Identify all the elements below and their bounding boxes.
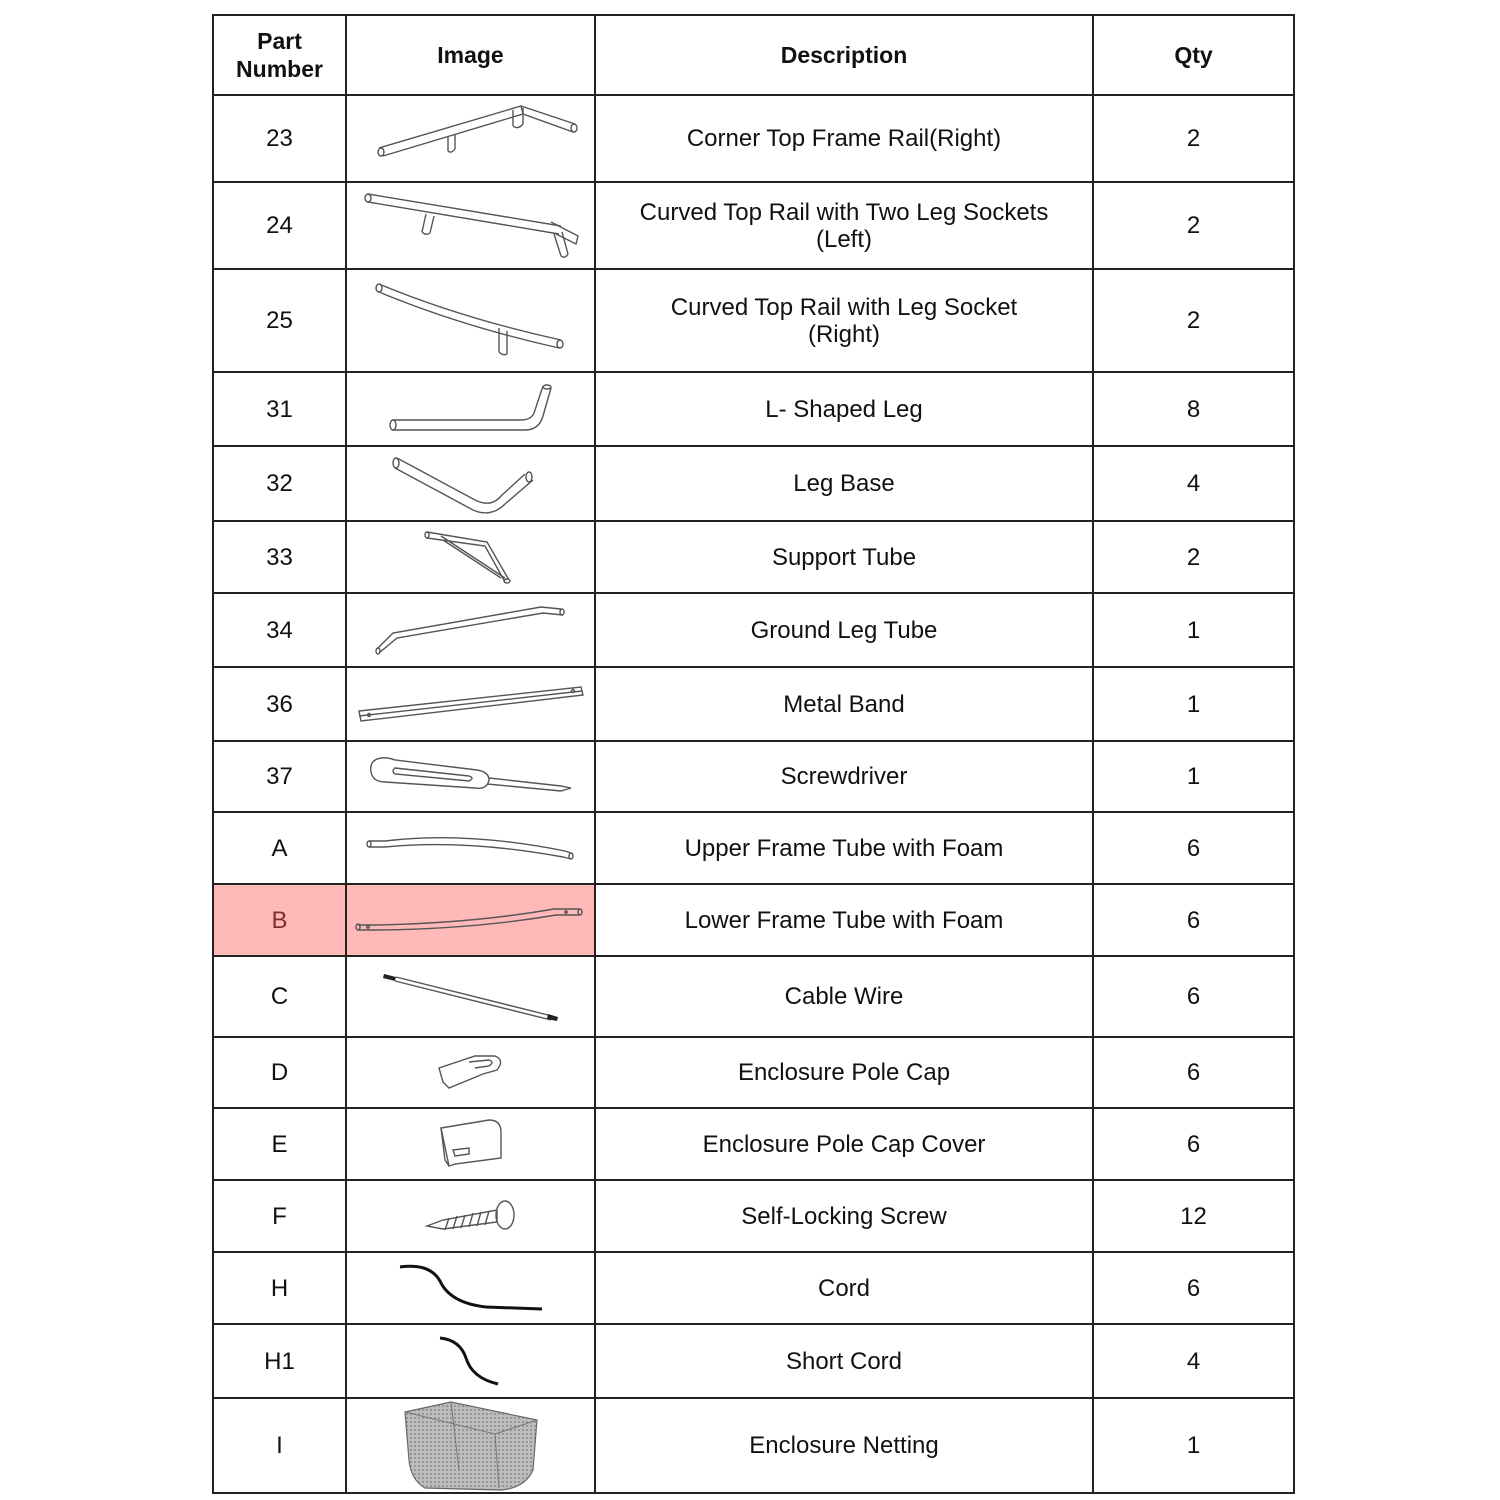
part-number: 37 xyxy=(213,741,346,812)
table-row xyxy=(213,1180,1294,1252)
part-description: L- Shaped Leg xyxy=(595,372,1093,446)
part-image xyxy=(346,1108,595,1180)
enclosure-netting-icon xyxy=(401,1400,541,1492)
table-row xyxy=(213,446,1294,521)
part-image xyxy=(346,1324,595,1398)
part-image xyxy=(346,372,595,446)
part-description: Support Tube xyxy=(595,521,1093,593)
part-description: Upper Frame Tube with Foam xyxy=(595,812,1093,884)
part-number: H xyxy=(213,1252,346,1324)
table-row xyxy=(213,812,1294,884)
header-description: Description xyxy=(595,15,1093,95)
table-row xyxy=(213,95,1294,182)
part-qty: 6 xyxy=(1093,956,1294,1037)
part-number: D xyxy=(213,1037,346,1108)
part-qty: 12 xyxy=(1093,1180,1294,1252)
part-description: Cord xyxy=(595,1252,1093,1324)
table-row xyxy=(213,372,1294,446)
table-row xyxy=(213,884,1294,956)
part-image xyxy=(346,182,595,269)
part-qty: 4 xyxy=(1093,1324,1294,1398)
part-number xyxy=(213,884,346,956)
table-row xyxy=(213,1398,1294,1493)
self-locking-screw-icon xyxy=(423,1198,519,1234)
part-number: F xyxy=(213,1180,346,1252)
part-number: 33 xyxy=(213,521,346,593)
curved-top-rail-two-sockets-icon xyxy=(356,188,586,263)
ground-leg-tube-icon xyxy=(371,603,571,658)
leg-base-icon xyxy=(391,452,551,516)
description-line: (Right) xyxy=(807,320,880,348)
part-description xyxy=(595,269,1093,372)
part-qty: 1 xyxy=(1093,1398,1294,1493)
part-image xyxy=(346,667,595,741)
part-description: Self-Locking Screw xyxy=(595,1180,1093,1252)
header-qty: Qty xyxy=(1093,15,1294,95)
part-image xyxy=(346,593,595,667)
table-row xyxy=(213,1252,1294,1324)
curved-top-rail-one-socket-icon xyxy=(371,278,571,363)
cable-wire-icon xyxy=(380,972,562,1022)
part-number: 36 xyxy=(213,667,346,741)
header-row xyxy=(213,15,1294,95)
part-number: A xyxy=(213,812,346,884)
corner-top-frame-rail-icon xyxy=(361,104,581,174)
cord-icon xyxy=(396,1263,546,1313)
table-row xyxy=(213,1108,1294,1180)
table-row xyxy=(213,521,1294,593)
header-image: Image xyxy=(346,15,595,95)
table-row xyxy=(213,1037,1294,1108)
part-qty: 2 xyxy=(1093,95,1294,182)
part-qty: 1 xyxy=(1093,593,1294,667)
part-description: Enclosure Pole Cap xyxy=(595,1037,1093,1108)
part-qty: 8 xyxy=(1093,372,1294,446)
table-row xyxy=(213,269,1294,372)
table-row xyxy=(213,1324,1294,1398)
table-row xyxy=(213,667,1294,741)
part-number: H1 xyxy=(213,1324,346,1398)
part-number: C xyxy=(213,956,346,1037)
part-number-text: B xyxy=(271,906,288,934)
part-image xyxy=(346,1252,595,1324)
part-image xyxy=(346,95,595,182)
part-qty: 2 xyxy=(1093,521,1294,593)
part-description: Cable Wire xyxy=(595,956,1093,1037)
part-image xyxy=(346,812,595,884)
lower-frame-tube-icon xyxy=(354,903,588,937)
part-number: I xyxy=(213,1398,346,1493)
part-qty: 1 xyxy=(1093,667,1294,741)
part-qty: 4 xyxy=(1093,446,1294,521)
part-number: 24 xyxy=(213,182,346,269)
description-line: Curved Top Rail with Leg Socket xyxy=(670,293,1018,321)
table-row xyxy=(213,593,1294,667)
upper-frame-tube-icon xyxy=(365,833,577,863)
part-number: 31 xyxy=(213,372,346,446)
part-image xyxy=(346,521,595,593)
description-line: Curved Top Rail with Two Leg Sockets xyxy=(639,198,1049,226)
part-description: Short Cord xyxy=(595,1324,1093,1398)
part-qty: 6 xyxy=(1093,884,1294,956)
l-shaped-leg-icon xyxy=(381,382,561,437)
enclosure-pole-cap-cover-icon xyxy=(435,1116,507,1172)
enclosure-pole-cap-icon xyxy=(435,1052,507,1094)
part-image xyxy=(346,1398,595,1493)
table-row xyxy=(213,182,1294,269)
part-qty: 2 xyxy=(1093,269,1294,372)
part-description: Ground Leg Tube xyxy=(595,593,1093,667)
part-image xyxy=(346,956,595,1037)
part-description: Metal Band xyxy=(595,667,1093,741)
part-qty: 6 xyxy=(1093,812,1294,884)
part-number: 34 xyxy=(213,593,346,667)
short-cord-icon xyxy=(436,1334,506,1388)
part-qty: 1 xyxy=(1093,741,1294,812)
table-row xyxy=(213,741,1294,812)
part-image xyxy=(346,741,595,812)
part-description: Corner Top Frame Rail(Right) xyxy=(595,95,1093,182)
part-image xyxy=(346,1037,595,1108)
part-number: 25 xyxy=(213,269,346,372)
part-number: 23 xyxy=(213,95,346,182)
parts-list-table xyxy=(212,14,1295,1494)
part-description xyxy=(595,182,1093,269)
description-line: (Left) xyxy=(815,225,872,253)
part-description: Lower Frame Tube with Foam xyxy=(595,884,1093,956)
metal-band-icon xyxy=(355,683,587,725)
part-image xyxy=(346,1180,595,1252)
part-description: Leg Base xyxy=(595,446,1093,521)
table-row xyxy=(213,956,1294,1037)
screwdriver-icon xyxy=(365,754,577,800)
part-image xyxy=(346,884,595,956)
part-qty: 6 xyxy=(1093,1252,1294,1324)
part-description: Enclosure Pole Cap Cover xyxy=(595,1108,1093,1180)
part-image xyxy=(346,269,595,372)
part-description: Screwdriver xyxy=(595,741,1093,812)
part-qty: 6 xyxy=(1093,1037,1294,1108)
part-number: E xyxy=(213,1108,346,1180)
part-qty: 6 xyxy=(1093,1108,1294,1180)
part-qty: 2 xyxy=(1093,182,1294,269)
part-image xyxy=(346,446,595,521)
support-tube-icon xyxy=(421,528,521,586)
header-part-number: Part Number xyxy=(213,15,346,95)
part-number: 32 xyxy=(213,446,346,521)
part-description: Enclosure Netting xyxy=(595,1398,1093,1493)
